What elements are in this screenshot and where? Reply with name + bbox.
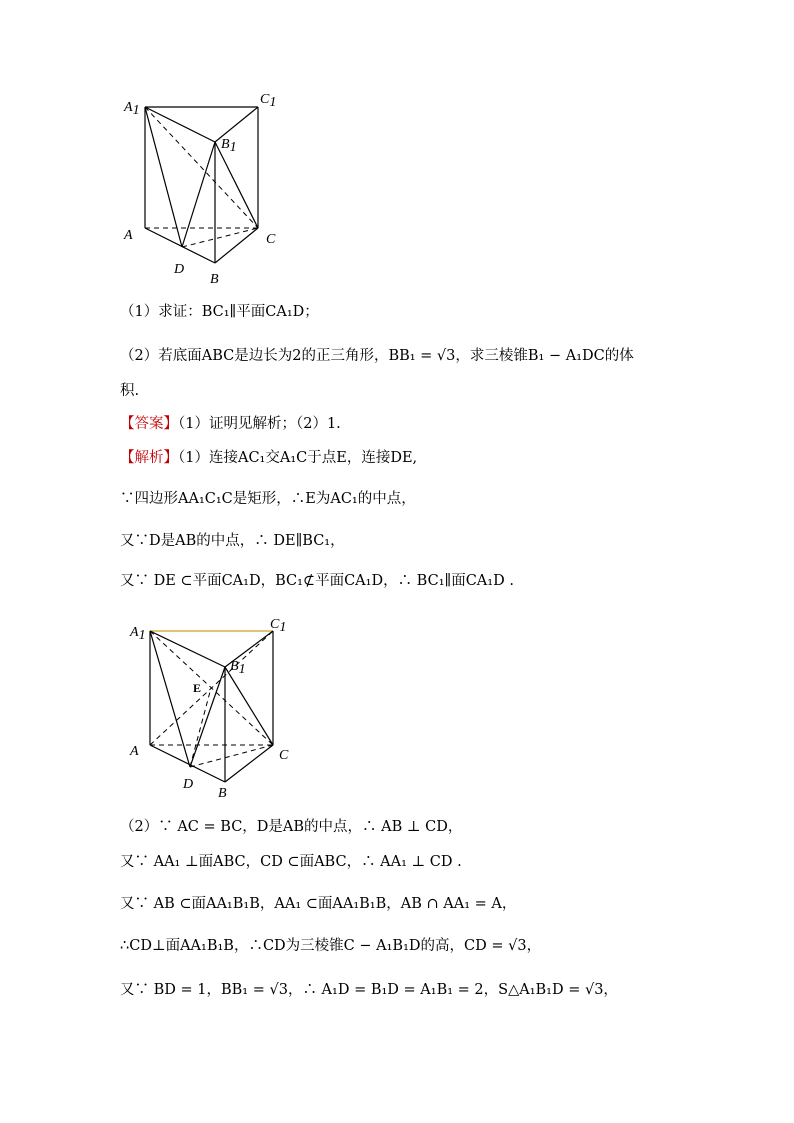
analysis-body: （1）连接AC₁交A₁C于点E，连接DE, (178, 450, 418, 466)
label-c1: C1 (270, 617, 287, 635)
part2-line-1: （2）∵ AC = BC，D是AB的中点，∴ AB ⊥ CD， (120, 819, 463, 835)
label-c: C (266, 232, 276, 247)
edge-a1-b1 (145, 107, 215, 142)
label-d: D (174, 262, 185, 277)
prism-figure-2 (110, 615, 310, 815)
analysis-tag: 【解析】 (120, 450, 178, 466)
edge-a-b (145, 228, 215, 263)
edge-b1-c (225, 667, 273, 745)
label-b1: B1 (221, 137, 237, 155)
edge-d-c (190, 745, 273, 767)
part2-line-5: 又∵ BD = 1，BB₁ = √3，∴ A₁D = B₁D = A₁B₁ = 2，S△A₁B₁D = √3， (120, 982, 618, 998)
proof-line-1: ∵四边形AA₁C₁C是矩形，∴E为AC₁的中点， (120, 491, 416, 507)
label-a1: A1 (124, 100, 140, 118)
edge-a1-b1 (150, 631, 225, 667)
edge-b1-d (182, 142, 215, 247)
answer-line (120, 414, 720, 434)
label-b1: B1 (230, 659, 246, 677)
question-1: （1）求证：BC₁∥平面CA₁D； (120, 304, 319, 320)
label-a: A (130, 744, 139, 759)
label-a1: A1 (130, 625, 146, 643)
label-a: A (124, 228, 133, 243)
label-b: B (210, 272, 219, 287)
part2-line-4: ∴CD⊥面AA₁B₁B，∴CD为三棱锥C − A₁B₁D的高，CD = √3， (120, 938, 542, 954)
edge-a1-d (145, 107, 182, 247)
analysis-line (120, 448, 720, 468)
question-2-line-1: （2）若底面ABC是边长为2的正三角形，BB₁ = √3，求三棱锥B₁ − A₁DC的体 (120, 348, 634, 364)
label-c: C (279, 748, 289, 763)
answer-tag: 【答案】 (120, 416, 178, 432)
prism-figure-1 (110, 85, 310, 295)
label-d: D (183, 777, 194, 792)
part2-line-3: 又∵ AB ⊂面AA₁B₁B，AA₁ ⊂面AA₁B₁B，AB ∩ AA₁ = A， (120, 896, 517, 912)
answer-body: （1）证明见解析；（2）1. (178, 416, 341, 432)
edge-d-e (190, 688, 211, 767)
edge-a1-d (150, 631, 190, 767)
part2-line-2: 又∵ AA₁ ⊥面ABC，CD ⊂面ABC，∴ AA₁ ⊥ CD . (120, 854, 462, 870)
edge-a-c1 (150, 631, 273, 745)
proof-line-3: 又∵ DE ⊂平面CA₁D，BC₁⊄平面CA₁D，∴ BC₁∥面CA₁D . (120, 573, 514, 589)
edge-b-c (225, 745, 273, 782)
label-c1: C1 (260, 92, 277, 110)
label-e: E (193, 681, 202, 695)
label-b: B (218, 786, 227, 801)
question-2-line-2: 积. (120, 383, 140, 399)
proof-line-2: 又∵D是AB的中点，∴ DE∥BC₁， (120, 533, 345, 549)
edge-a1-c (145, 107, 258, 228)
